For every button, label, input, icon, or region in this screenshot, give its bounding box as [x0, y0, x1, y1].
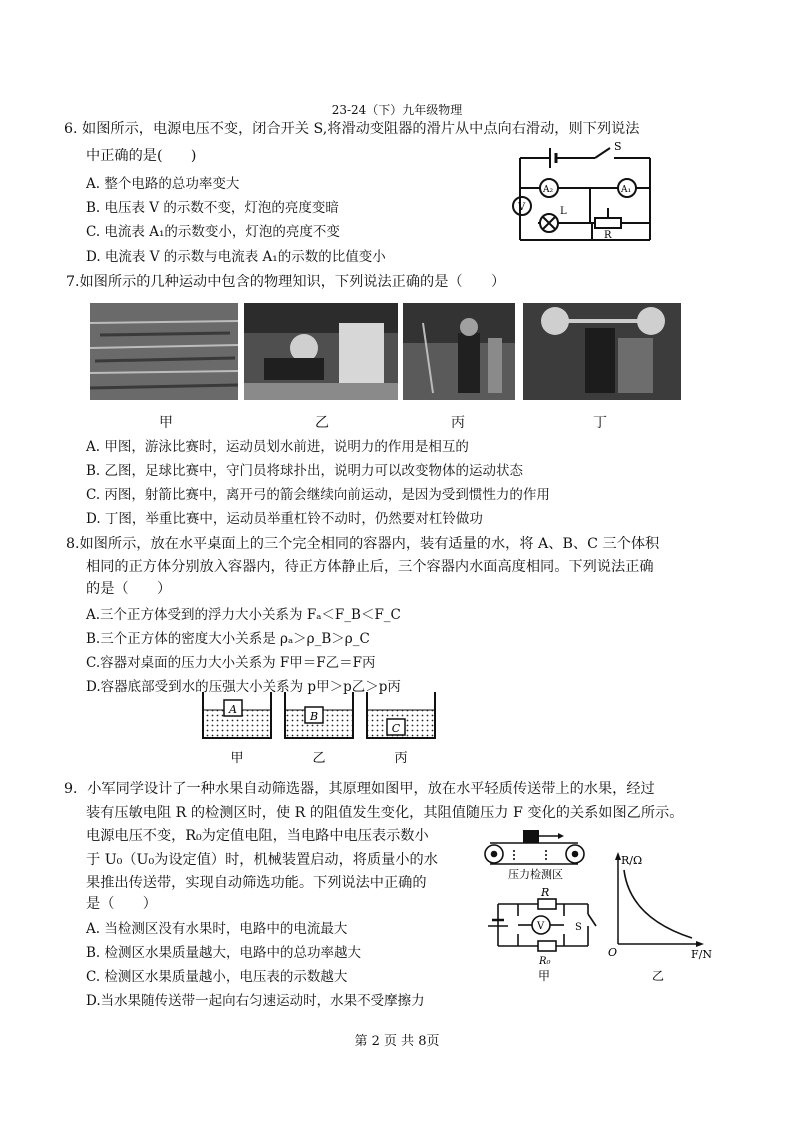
q9-switch-label: S [575, 922, 582, 933]
page-footer: 第 2 页 共 8页 [354, 1034, 440, 1049]
q9-stem-line3: 电源电压不变，R₀为定值电阻，当电路中电压表示数小 [86, 828, 429, 844]
q9-stem-line1: 9．小军同学设计了一种水果自动筛选器，其原理如图甲，放在水平轻质传送带上的水果，经过 [64, 781, 655, 797]
q8-caption-bing: 丙 [394, 751, 408, 766]
q9-voltmeter-label: V [537, 921, 545, 932]
q9-fruit [523, 830, 539, 843]
q9-y-axis-label: R/Ω [621, 854, 643, 867]
q9-r-f-curve [624, 870, 692, 938]
q7-option-b: B. 乙图，足球比赛中，守门员将球扑出，说明力可以改变物体的运动状态 [86, 463, 524, 479]
q8-stem-line2: 相同的正方体分别放入容器内，待正方体静止后，三个容器内水面高度相同。下列说法正确 [86, 559, 654, 575]
q7-photo-weightlifting [523, 303, 681, 400]
q9-origin-label: O [608, 946, 618, 959]
q9-stem-line6: 是（ ） [86, 896, 157, 912]
q8-block-a-label: A [229, 703, 237, 716]
q8-block-b-label: B [309, 710, 319, 723]
q9-caption-yi: 乙 [652, 969, 665, 983]
q8-stem-line1: 8.如图所示，放在水平桌面上的三个完全相同的容器内，装有适量的水，将 A、B、C 三个体积 [66, 536, 660, 552]
q7-photo-football [244, 303, 398, 400]
q7-caption-ding: 丁 [593, 415, 607, 431]
q9-conveyor-belt [485, 843, 584, 864]
q9-option-d: D.当水果随传送带一起向右匀速运动时，水果不受摩擦力 [86, 993, 425, 1009]
q9-r-label: R [541, 886, 550, 899]
q7-option-c: C. 丙图，射箭比赛中，离开弓的箭会继续向前运动，是因为受到惯性力的作用 [86, 487, 550, 503]
q8-option-c: C.容器对桌面的压力大小关系为 F甲＝F乙＝F丙 [86, 655, 376, 671]
q7-caption-yi: 乙 [315, 415, 329, 431]
q8-block-c-label: C [391, 722, 401, 735]
q6-switch-label: S [614, 140, 622, 153]
q9-x-axis-label: F/N [691, 948, 712, 961]
q7-stem-line1: 7.如图所示的几种运动中包含的物理知识，下列说法正确的是（ ） [66, 274, 506, 290]
q9-stem-line5: 果推出传送带，实现自动筛选功能。下列说法中正确的 [86, 875, 427, 891]
q9-stem-line4: 于 U₀（U₀为设定值）时，机械装置启动，将质量小的水 [86, 852, 438, 868]
q6-circuit-diagram [510, 138, 660, 250]
q6-stem-line2: 中正确的是( ) [86, 148, 197, 164]
q6-ammeter-a1-label: A₁ [621, 185, 632, 195]
q6-option-c: C. 电流表 A₁的示数变小，灯泡的亮度不变 [86, 224, 340, 240]
q6-rheostat-label: R [604, 230, 612, 241]
q9-figure [478, 826, 738, 994]
q8-container-yi [285, 692, 353, 738]
q9-option-b: B. 检测区水果质量越大，电路中的总功率越大 [86, 945, 362, 961]
q6-option-d: D. 电流表 V 的示数与电流表 A₁的示数的比值变小 [86, 249, 386, 265]
q6-option-b: B. 电压表 V 的示数不变，灯泡的亮度变暗 [86, 200, 339, 216]
q8-option-b: B.三个正方体的密度大小关系是 ρₐ＞ρ_B＞ρ_C [86, 631, 370, 647]
q7-caption-jia: 甲 [159, 415, 173, 431]
q8-container-jia [203, 692, 271, 738]
q7-photo-swimming [90, 303, 238, 400]
q7-option-d: D. 丁图，举重比赛中，运动员举重杠铃不动时，仍然要对杠铃做功 [86, 511, 483, 527]
q6-option-a: A. 整个电路的总功率变大 [86, 176, 240, 192]
q9-zone-label: 压力检测区 [508, 868, 563, 881]
q6-voltmeter-label: V [518, 202, 526, 213]
q9-option-c: C. 检测区水果质量越小，电压表的示数越大 [86, 969, 348, 985]
q7-caption-bing: 丙 [451, 415, 465, 431]
q9-stem-line2: 装有压敏电阻 R 的检测区时，使 R 的阻值发生变化，其阻值随压力 F 变化的关系如图乙所示。 [86, 805, 684, 821]
q6-ammeter-a2-label: A₂ [543, 185, 554, 195]
q8-option-a: A.三个正方体受到的浮力大小关系为 Fₐ＜F_B＜F_C [86, 607, 401, 623]
q8-option-d: D.容器底部受到水的压强大小关系为 p甲＞p乙＞p丙 [86, 679, 401, 695]
q9-option-a: A. 当检测区没有水果时，电路中的电流最大 [86, 921, 348, 937]
page-header: 23-24（下）九年级物理 [331, 103, 463, 117]
q9-caption-jia: 甲 [538, 969, 551, 983]
q7-photo-archery [403, 303, 515, 400]
q8-caption-jia: 甲 [230, 751, 244, 766]
q8-containers-figure [195, 688, 445, 768]
q6-stem-line1: 6. 如图所示，电源电压不变，闭合开关 S,将滑动变阻器的滑片从中点向右滑动，则下列说法 [64, 121, 640, 137]
q6-lamp-label: L [560, 206, 567, 217]
q9-r0-label: R₀ [539, 956, 551, 967]
q7-option-a: A. 甲图，游泳比赛时，运动员划水前进，说明力的作用是相互的 [86, 439, 469, 455]
q8-container-bing [367, 692, 435, 738]
q8-stem-line3: 的是（ ） [86, 581, 172, 597]
q8-caption-yi: 乙 [312, 751, 326, 766]
